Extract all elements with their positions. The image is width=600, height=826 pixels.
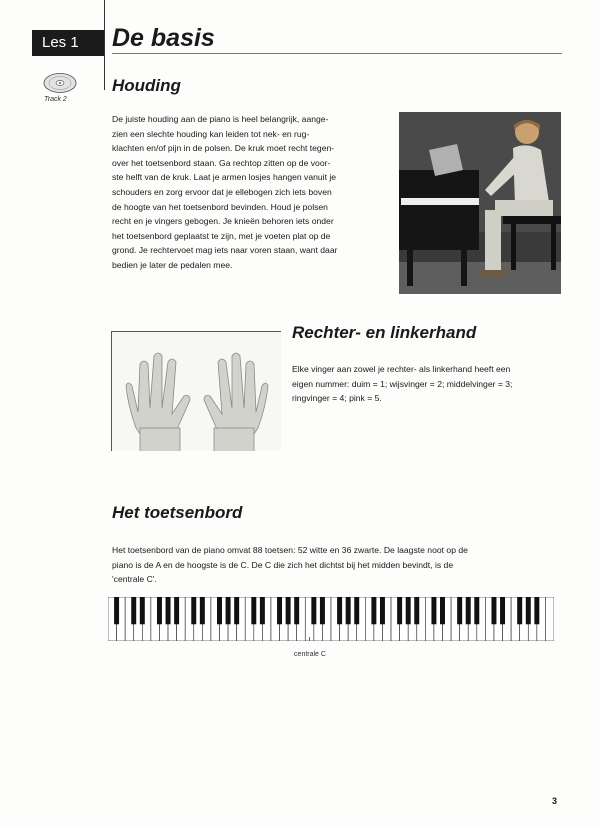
black-key [500,597,505,624]
black-key [131,597,136,624]
black-key [337,597,342,624]
black-key [174,597,179,624]
cd-icon [43,72,77,94]
black-key [114,597,119,624]
black-key [157,597,162,624]
black-key [440,597,445,624]
black-key [140,597,145,624]
hands-text: Elke vinger aan zowel je rechter- als linkerhand heeft een eigen nummer: duim = 1; wijsvinger = 2; middelvinger = 3; ringvinger = 4; pink = 5. [292,364,513,404]
black-key [431,597,436,624]
title-rule [112,53,562,54]
black-key [277,597,282,624]
lesson-badge: Les 1 [32,30,104,56]
black-key [191,597,196,624]
black-key [371,597,376,624]
section-title-keyboard: Het toetsenbord [112,503,243,522]
houding-text: De juiste houding aan de piano is heel belangrijk, aange- zien een slechte houding kan leiden tot nek- en rug- klachten en/of pijn in de polsen. De kruk moet recht tegen- over het toetsenbord staan. Ga rechtop zitten op de voor- ste helft van de kruk. Laat je armen losjes hangen vanuit je schouders en zorg ervoor dat je ellebogen zich iets boven de hoogte van het toetsenbord bevinden. Houd je polsen recht en je vingers gebogen. Je knieën behoren iets onder het toetsenbord geplaatst te zijn, met je voeten plat op de grond. Je rechtervoet mag iets naar voren staan, want daar bedien je later de pedalen mee. [112,114,338,270]
black-key [491,597,496,624]
page-title: De basis [112,24,215,52]
piano-keyboard [108,597,554,641]
black-key [217,597,222,624]
black-key [286,597,291,624]
black-key [226,597,231,624]
black-key [380,597,385,624]
black-key [260,597,265,624]
track-label: Track 2 [44,96,67,103]
black-key [397,597,402,624]
black-key [200,597,205,624]
black-key [474,597,479,624]
centrale-c-caption: centrale C [294,651,326,658]
keyboard-text: Het toetsenbord van de piano omvat 88 toetsen: 52 witte en 36 zwarte. De laagste noot op de piano is de A en de hoogste is de C. De C die zich het dichtst bij het midden bevindt, is de 'centrale C'. [112,545,468,585]
black-key [234,597,239,624]
black-key [414,597,419,624]
black-key [166,597,171,624]
black-key [517,597,522,624]
section-title-hands: Rechter- en linkerhand [292,323,477,342]
white-key [545,597,554,641]
black-key [311,597,316,624]
black-key [457,597,462,624]
header-divider [104,0,105,90]
piano-posture-photo [399,112,561,294]
hands-figure [111,331,281,451]
black-key [526,597,531,624]
black-key [294,597,299,624]
section-title-houding: Houding [112,76,181,95]
black-key [466,597,471,624]
black-key [346,597,351,624]
black-key [406,597,411,624]
black-key [251,597,256,624]
page-number: 3 [552,796,558,806]
black-key [354,597,359,624]
black-key [320,597,325,624]
black-key [534,597,539,624]
